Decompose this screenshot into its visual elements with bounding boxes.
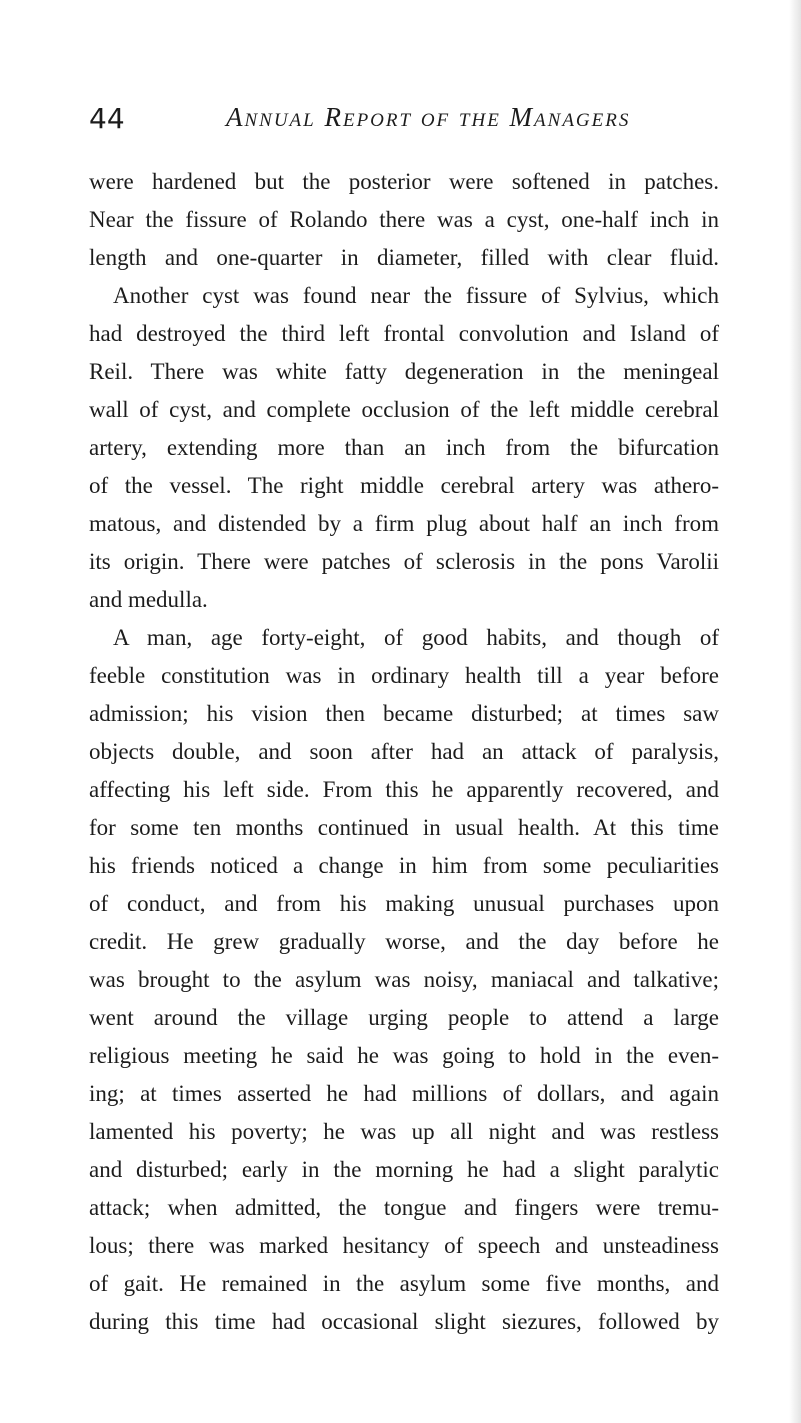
text-line: went around the village urging people to attend a large xyxy=(89,1005,719,1030)
page-edge-shadow xyxy=(789,0,801,1423)
text-line: of gait. He remained in the asylum some five months, and xyxy=(89,1271,719,1296)
text-line: was brought to the asylum was noisy, maniacal and talkative; xyxy=(89,967,719,992)
page-header xyxy=(89,102,649,142)
text-line: lous; there was marked hesitancy of speech and unsteadiness xyxy=(89,1233,719,1258)
text-line: of the vessel. The right middle cerebral artery was athero- xyxy=(89,473,719,498)
text-line: religious meeting he said he was going to hold in the even- xyxy=(89,1043,719,1068)
text-line: were hardened but the posterior were softened in patches. xyxy=(89,169,719,194)
text-line: artery, extending more than an inch from the bifurcation xyxy=(89,435,719,460)
text-line: feeble constitution was in ordinary health till a year before xyxy=(89,663,719,688)
text-line: his friends noticed a change in him from some peculiarities xyxy=(89,853,719,878)
text-line: had destroyed the third left frontal convolution and Island of xyxy=(89,321,719,346)
body-text xyxy=(89,163,719,1341)
text-line: matous, and distended by a firm plug about half an inch from xyxy=(89,511,719,536)
text-line: lamented his poverty; he was up all night and was restless xyxy=(89,1119,719,1144)
text-line: affecting his left side. From this he apparently recovered, and xyxy=(89,777,719,802)
text-line: admission; his vision then became disturbed; at times saw xyxy=(89,701,719,726)
running-head: Annual Report of the Managers xyxy=(226,102,631,132)
text-line: and disturbed; early in the morning he had a slight paralytic xyxy=(89,1157,719,1182)
text-line: Near the fissure of Rolando there was a cyst, one-half inch in xyxy=(89,207,719,232)
text-line: wall of cyst, and complete occlusion of the left middle cerebral xyxy=(89,397,719,422)
text-line: Another cyst was found near the fissure of Sylvius, which xyxy=(113,283,719,308)
text-line: objects double, and soon after had an attack of paralysis, xyxy=(89,739,719,764)
text-line: its origin. There were patches of sclerosis in the pons Varolii xyxy=(89,549,719,574)
text-line: of conduct, and from his making unusual purchases upon xyxy=(89,891,719,916)
text-line: for some ten months continued in usual health. At this time xyxy=(89,815,719,840)
text-line: attack; when admitted, the tongue and fingers were tremu- xyxy=(89,1195,719,1220)
text-line: A man, age forty-eight, of good habits, and though of xyxy=(113,625,719,650)
text-line: ing; at times asserted he had millions of dollars, and again xyxy=(89,1081,719,1106)
text-line: length and one-quarter in diameter, filled with clear fluid. xyxy=(89,245,719,270)
text-line: Reil. There was white fatty degeneration in the meningeal xyxy=(89,359,719,384)
text-line: and medulla. xyxy=(89,587,208,612)
page-number: 44 xyxy=(89,102,125,135)
text-line: during this time had occasional slight siezures, followed by xyxy=(89,1309,719,1334)
text-line: credit. He grew gradually worse, and the day before he xyxy=(89,929,719,954)
